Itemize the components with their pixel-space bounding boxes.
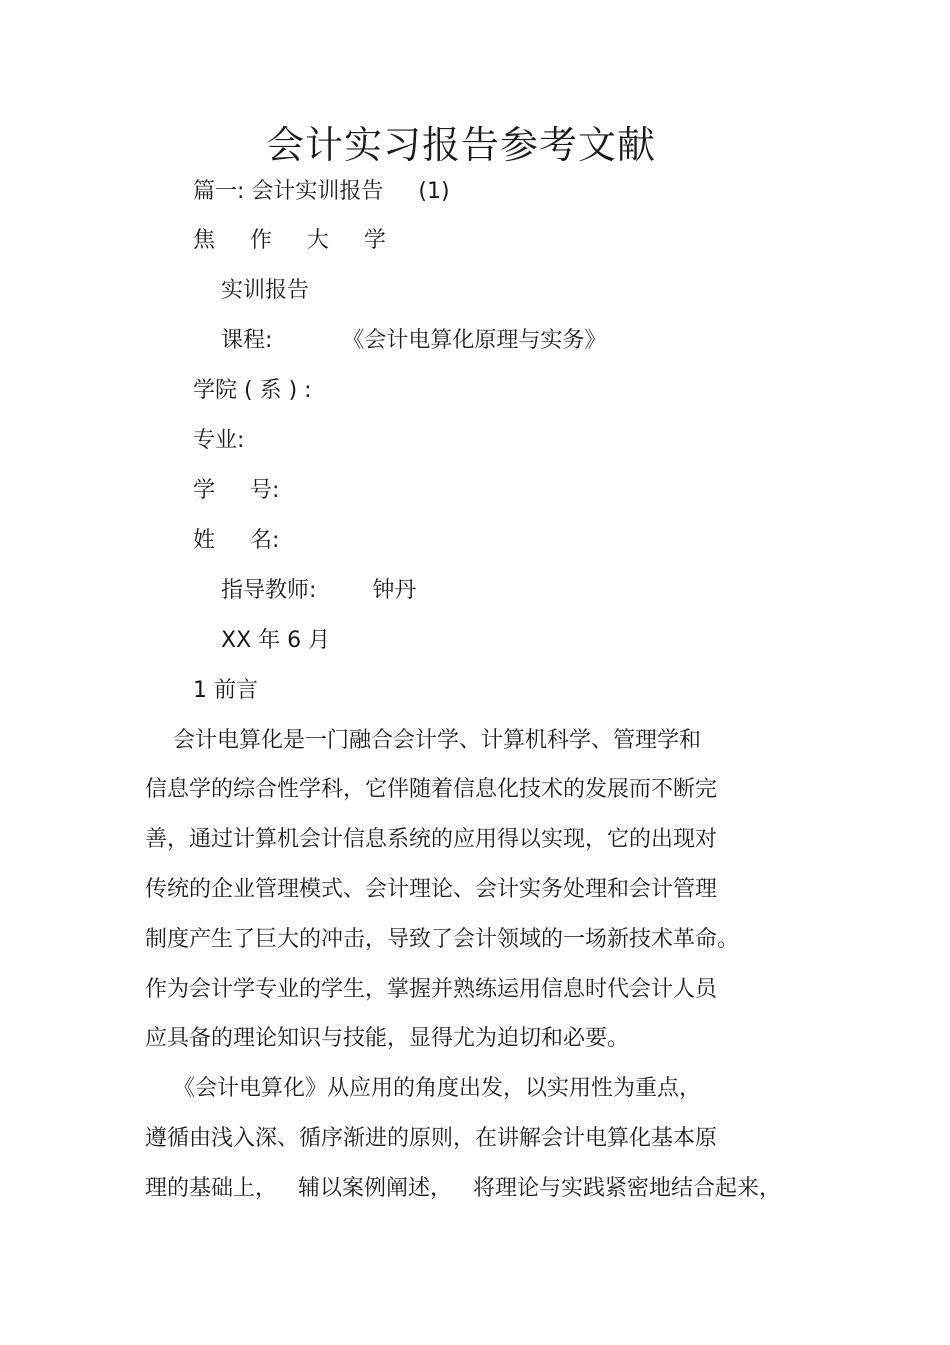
cover-line-name: 姓 名:	[193, 528, 280, 553]
cover-line-university: 焦 作 大 学	[193, 228, 386, 253]
paragraph-1-line-6: 作为会计学专业的学生，掌握并熟练运用信息时代会计人员	[145, 977, 718, 1002]
cover-line-major: 专业:	[193, 428, 245, 453]
paragraph-2-line-2: 遵循由浅入深、循序渐进的原则，在讲解会计电算化基本原	[145, 1126, 718, 1151]
cover-line-report-type: 实训报告	[221, 278, 310, 303]
paragraph-2-line-3: 理的基础上， 辅以案例阐述， 将理论与实践紧密地结合起来，	[145, 1176, 781, 1201]
cover-line-instructor: 指导教师: 钟丹	[221, 578, 417, 603]
paragraph-1-line-2: 信息学的综合性学科，它伴随着信息化技术的发展而不断完	[145, 777, 718, 802]
paragraph-1-line-5: 制度产生了巨大的冲击，导致了会计领域的一场新技术革命。	[145, 927, 740, 952]
paragraph-2-line-1: 《会计电算化》从应用的角度出发，以实用性为重点，	[145, 1076, 701, 1101]
cover-line-date: XX 年 6 月	[221, 628, 331, 653]
cover-line-section: 篇一: 会计实训报告 (1)	[193, 179, 450, 204]
document-title: 会计实习报告参考文献	[265, 123, 656, 167]
paragraph-1-line-7: 应具备的理论知识与技能，显得尤为迫切和必要。	[145, 1026, 630, 1051]
cover-line-course: 课程: 《会计电算化原理与实务》	[221, 328, 607, 353]
paragraph-1-line-1: 会计电算化是一门融合会计学、计算机科学、管理学和	[145, 728, 701, 753]
section-heading-preface: 1 前言	[193, 678, 258, 703]
paragraph-1-line-4: 传统的企业管理模式、会计理论、会计实务处理和会计管理	[145, 877, 718, 902]
cover-line-college: 学院 ( 系 ) :	[193, 378, 312, 403]
cover-line-student-id: 学 号:	[193, 478, 280, 503]
paragraph-1-line-3: 善，通过计算机会计信息系统的应用得以实现，它的出现对	[145, 827, 718, 852]
